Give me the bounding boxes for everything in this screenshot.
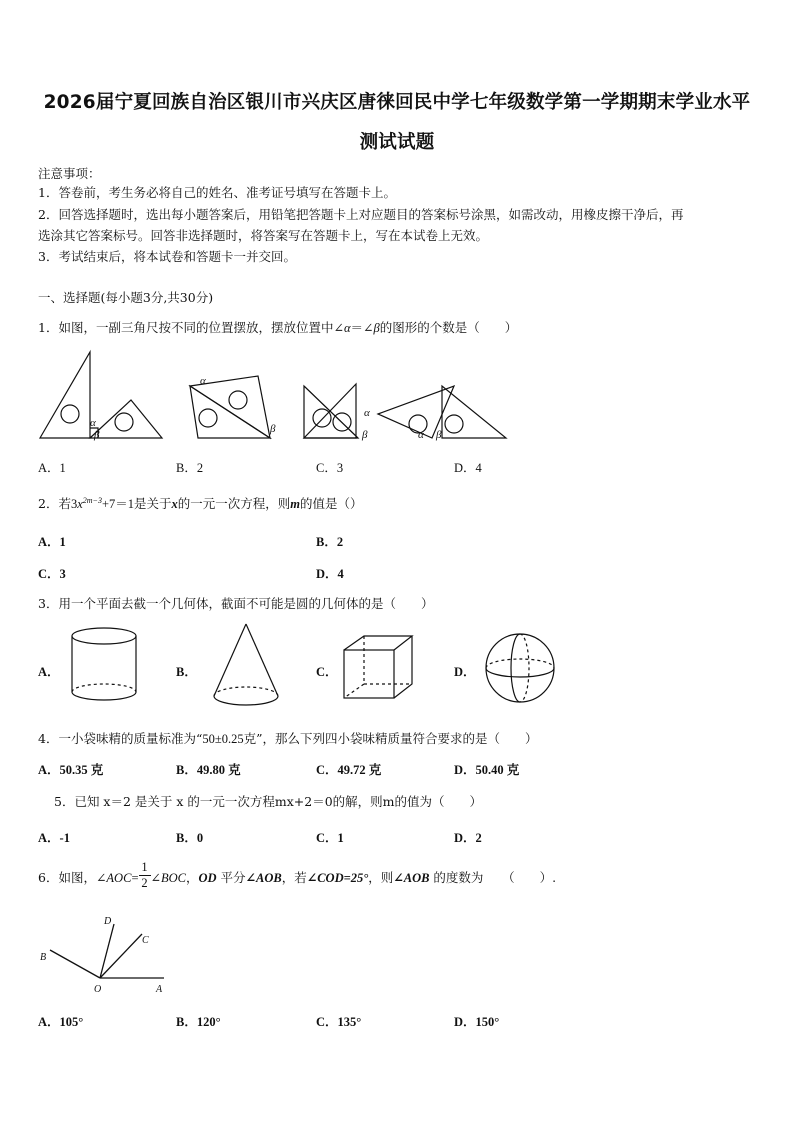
q6-angle-figure bbox=[34, 910, 174, 996]
question-4-stem bbox=[38, 729, 538, 747]
q2-var-m: m bbox=[290, 497, 301, 511]
q1-fig1-beta: β bbox=[94, 429, 100, 441]
q6-cod: ∠COD=25° bbox=[306, 871, 369, 885]
section-heading: 一、选择题(每小题3分,共30分) bbox=[38, 290, 214, 305]
q2-var-x: x bbox=[171, 497, 178, 511]
q6-od: OD bbox=[198, 871, 217, 885]
q1-stem-end: 的图形的个数是（ ） bbox=[379, 320, 518, 335]
q6-comma: ， bbox=[185, 870, 199, 885]
q6-label-b: B bbox=[40, 952, 47, 963]
cylinder-figure bbox=[66, 622, 146, 710]
q6-boc: ∠BOC bbox=[150, 871, 186, 885]
q5-option-d[interactable]: D．2 bbox=[454, 831, 482, 845]
cone-figure bbox=[206, 620, 286, 712]
q6-eq: = bbox=[131, 871, 139, 885]
q6-label-d: D bbox=[104, 916, 112, 927]
exam-title-line1: 2026届宁夏回族自治区银川市兴庆区唐徕回民中学七年级数学第一学期期末学业水平 bbox=[43, 92, 751, 113]
q1-stem-part: 1．如图，一副三角尺按不同的位置摆放，摆放位置中∠ bbox=[38, 320, 344, 335]
q2-option-b[interactable]: B．2 bbox=[316, 535, 344, 549]
q2-stem-part: 2．若 bbox=[38, 496, 71, 511]
q5-option-c[interactable]: C．1 bbox=[316, 831, 344, 845]
q6-stem-b: 平分 bbox=[216, 870, 246, 885]
question-1-stem bbox=[38, 318, 517, 336]
q4-value: 50±0.25 bbox=[202, 732, 244, 746]
q6-label-c: C bbox=[142, 935, 149, 946]
q1-beta: β bbox=[373, 321, 380, 335]
q6-stem-part: 6．如图， bbox=[38, 870, 96, 885]
q2-expr-rest: +7＝1 bbox=[101, 497, 135, 511]
exam-title-line2: 测试试题 bbox=[359, 132, 435, 153]
q6-aoc: ∠AOC bbox=[95, 871, 132, 885]
q1-fig4-beta: β bbox=[436, 429, 442, 441]
q1-fig1-alpha: α bbox=[90, 417, 96, 429]
q6-frac-den: 2 bbox=[141, 876, 148, 890]
question-1-figures bbox=[34, 346, 524, 446]
q3-option-a[interactable]: A． bbox=[38, 665, 60, 679]
q1-fig3-alpha: α bbox=[364, 407, 370, 419]
q4-option-d[interactable]: D．50.40 克 bbox=[454, 763, 520, 777]
q1-fig3-beta: β bbox=[362, 429, 368, 441]
q2-stem-d: 的值是（） bbox=[300, 496, 363, 511]
q1-option-c[interactable]: C．3 bbox=[316, 461, 344, 475]
notes-item-2b: 选涂其它答案标号。回答非选择题时，将答案写在答题卡上，写在本试卷上无效。 bbox=[38, 228, 489, 243]
sphere-figure bbox=[482, 630, 558, 706]
q6-frac-num: 1 bbox=[139, 860, 151, 876]
q6-option-b[interactable]: B．120° bbox=[176, 1015, 221, 1029]
notes-item-2a: 2．回答选择题时，选出每小题答案后，用铅笔把答题卡上对应题目的答案标号涂黑，如需改动，用橡皮擦干净后，再 bbox=[38, 207, 684, 222]
q1-figure-1 bbox=[40, 352, 162, 438]
q1-option-a[interactable]: A．1 bbox=[38, 461, 66, 475]
q2-option-d[interactable]: D．4 bbox=[316, 567, 344, 581]
q2-stem-c: 的一元一次方程，则 bbox=[177, 496, 291, 511]
q6-stem-c: ，若 bbox=[281, 870, 307, 885]
q1-fig2-alpha: α bbox=[200, 375, 206, 387]
q6-label-a: A bbox=[156, 984, 163, 995]
q2-option-a[interactable]: A．1 bbox=[38, 535, 66, 549]
notes-item-1: 1．答卷前，考生务必将自己的姓名、准考证号填写在答题卡上。 bbox=[38, 185, 396, 200]
q2-stem-b: 是关于 bbox=[134, 496, 172, 511]
question-3-stem: 3．用一个平面去截一个几何体，截面不可能是圆的几何体的是（ ） bbox=[38, 596, 434, 611]
question-2-stem bbox=[38, 494, 363, 512]
q2-var: x bbox=[77, 497, 83, 511]
q2-option-c[interactable]: C．3 bbox=[38, 567, 66, 581]
q1-option-d[interactable]: D．4 bbox=[454, 461, 482, 475]
q3-option-c[interactable]: C． bbox=[316, 665, 338, 679]
q1-figure-3 bbox=[304, 384, 358, 438]
q6-label-o: O bbox=[94, 984, 102, 995]
q6-fraction bbox=[139, 860, 151, 891]
q6-aob: ∠AOB bbox=[245, 871, 282, 885]
q4-option-c[interactable]: C．49.72 克 bbox=[316, 763, 382, 777]
q6-option-a[interactable]: A．105° bbox=[38, 1015, 84, 1029]
q4-option-a[interactable]: A．50.35 克 bbox=[38, 763, 104, 777]
q1-fig2-beta: β bbox=[270, 423, 276, 435]
q1-option-b[interactable]: B．2 bbox=[176, 461, 204, 475]
q6-aob-2: ∠AOB bbox=[393, 871, 430, 885]
question-5-stem: 5．已知 x＝2 是关于 x 的一元一次方程mx+2＝0的解，则m的值为（ ） bbox=[54, 794, 483, 809]
q1-figure-4 bbox=[378, 386, 506, 438]
q3-option-b[interactable]: B． bbox=[176, 665, 197, 679]
q6-option-d[interactable]: D．150° bbox=[454, 1015, 500, 1029]
q4-option-b[interactable]: B．49.80 克 bbox=[176, 763, 241, 777]
q6-option-c[interactable]: C．135° bbox=[316, 1015, 362, 1029]
notes-item-3: 3．考试结束后，将本试卷和答题卡一并交回。 bbox=[38, 249, 296, 264]
q1-fig4-alpha: α bbox=[418, 429, 424, 441]
q4-stem-end: 克”，那么下列四小袋味精质量符合要求的是（ ） bbox=[243, 731, 538, 746]
q2-coef: 3 bbox=[70, 497, 78, 511]
q4-stem-part: 4．一小袋味精的质量标准为“ bbox=[38, 731, 203, 746]
notes-heading: 注意事项： bbox=[38, 166, 101, 181]
question-6-stem bbox=[38, 860, 556, 894]
q2-exponent: 2m−3 bbox=[82, 495, 102, 505]
q6-stem-e: 的度数为 （ ）. bbox=[429, 870, 557, 885]
q6-stem-d: ，则 bbox=[368, 870, 394, 885]
cube-figure bbox=[340, 632, 420, 704]
q5-option-a[interactable]: A．-1 bbox=[38, 831, 70, 845]
q1-eq: ＝∠ bbox=[350, 320, 374, 335]
q5-option-b[interactable]: B．0 bbox=[176, 831, 204, 845]
q3-option-d[interactable]: D． bbox=[454, 665, 476, 679]
q1-alpha: α bbox=[343, 321, 351, 335]
